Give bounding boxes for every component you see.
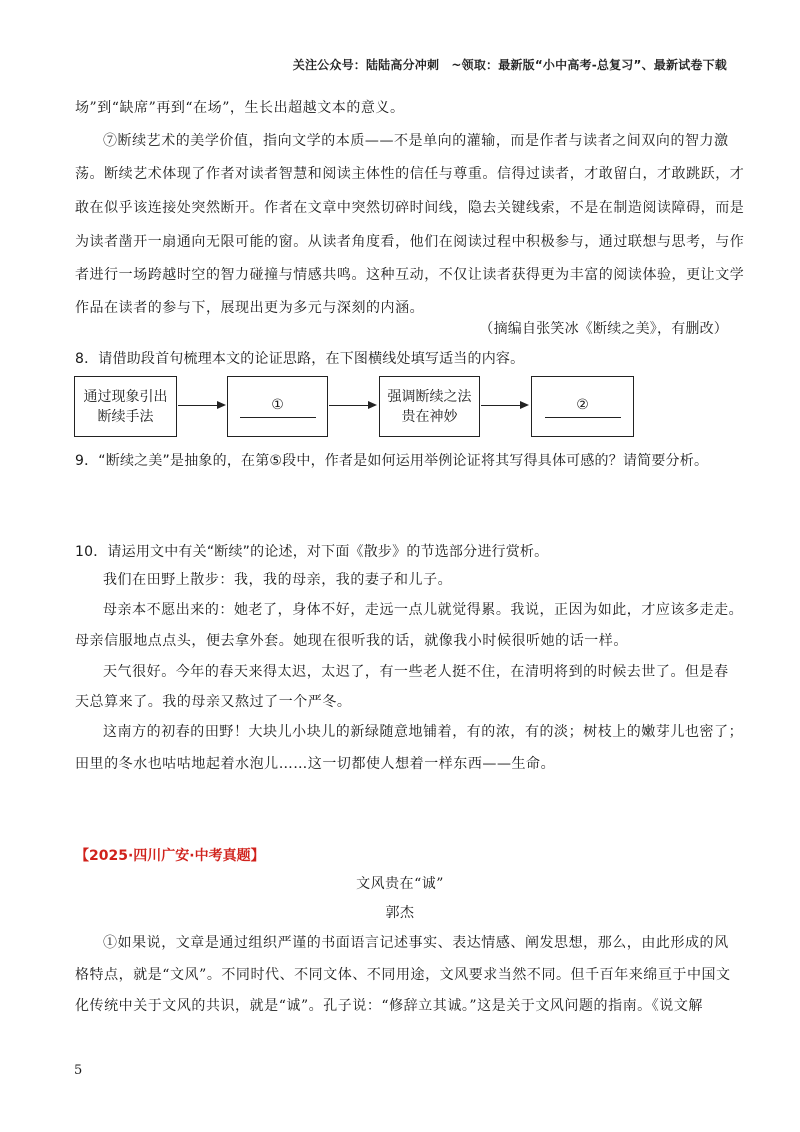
flow-arrow xyxy=(329,405,375,406)
passage-source: （摘编自张笑冰《断续之美》，有删改） xyxy=(479,321,728,337)
answer-line-2[interactable] xyxy=(545,417,621,418)
excerpt-line: 我们在田野上散步：我，我的母亲，我的妻子和儿子。 xyxy=(103,572,453,588)
page-number: 5 xyxy=(74,1063,83,1078)
excerpt-line: 天总算来了。我的母亲又熬过了一个严冬。 xyxy=(75,694,352,710)
flow-arrow xyxy=(481,405,527,406)
article-author: 郭杰 xyxy=(385,905,415,921)
blank-number-2: ② xyxy=(576,397,589,413)
article-line: 格特点，就是“文风”。不同时代、不同文体、不同用途，文风要求当然不同。但千百年来绵亘于中国文 xyxy=(75,967,731,983)
passage-line: ⑦断续艺术的美学价值，指向文学的本质——不是单向的灌输，而是作者与读者之间双向的智力激 xyxy=(103,133,729,149)
passage-line: 作品在读者的参与下，展现出更为多元与深刻的内涵。 xyxy=(75,300,425,316)
flow-box-1-line: 断续手法 xyxy=(97,408,154,425)
page-header: 关注公众号：陆陆高分冲刺 ~领取：最新版“小中高考-总复习”、最新试卷下载 xyxy=(292,58,727,72)
article-line: ①如果说，文章是通过组织严谨的书面语言记述事实、表达情感、阐发思想，那么，由此形成的风 xyxy=(103,935,729,951)
question-9: 9．“断续之美”是抽象的，在第⑤段中，作者是如何运用举例论证将其写得具体可感的？请简要分析。 xyxy=(75,453,709,469)
passage-line: 荡。断续艺术体现了作者对读者智慧和阅读主体性的信任与尊重。信得过读者，才敢留白，才敢跳跃，才 xyxy=(75,166,745,182)
flow-arrow xyxy=(178,405,224,406)
blank-number-1: ① xyxy=(271,397,284,413)
flow-blank-2 xyxy=(531,376,634,437)
passage-line: 者进行一场跨越时空的智力碰撞与情感共鸣。这种互动，不仅让读者获得更为丰富的阅读体验，更让文学 xyxy=(75,267,745,283)
excerpt-line: 母亲信服地点点头，便去拿外套。她现在很听我的话，就像我小时候很听她的话一样。 xyxy=(75,633,628,649)
article-line: 化传统中关于文风的共识，就是“诚”。孔子说：“修辞立其诚。”这是关于文风问题的指南。《说文解 xyxy=(75,998,703,1014)
passage-line: 场”到“缺席”再到“在场”，生长出超越文本的意义。 xyxy=(75,100,405,116)
flow-box-1-line: 通过现象引出 xyxy=(83,388,168,405)
article-title: 文风贵在“诚” xyxy=(356,876,444,892)
flow-box-3-line: 贵在神妙 xyxy=(401,408,458,425)
passage-line: 敢在似乎该连接处突然断开。作者在文章中突然切碎时间线，隐去关键线索，不是在制造阅读障碍，而是 xyxy=(75,200,745,216)
flow-box-3-line: 强调断续之法 xyxy=(387,388,472,405)
excerpt-line: 母亲本不愿出来的：她老了，身体不好，走远一点儿就觉得累。我说，正因为如此，才应该多走走。 xyxy=(103,602,744,618)
question-8: 8．请借助段首句梳理本文的论证思路，在下图横线处填写适当的内容。 xyxy=(75,351,525,367)
flow-box-3 xyxy=(379,376,480,437)
flow-blank-1 xyxy=(227,376,328,437)
exam-source-tag: 【2025·四川广安·中考真题】 xyxy=(75,848,265,864)
question-10: 10．请运用文中有关“断续”的论述，对下面《散步》的节选部分进行赏析。 xyxy=(75,544,549,560)
excerpt-line: 天气很好。今年的春天来得太迟，太迟了，有一些老人挺不住，在清明将到的时候去世了。但是春 xyxy=(103,664,729,680)
excerpt-line: 这南方的初春的田野！大块儿小块儿的新绿随意地铺着，有的浓，有的淡；树枝上的嫩芽儿也密了； xyxy=(103,724,744,740)
flow-box-1 xyxy=(74,376,177,437)
passage-line: 为读者凿开一扇通向无限可能的窗。从读者角度看，他们在阅读过程中积极参与，通过联想与思考，与作 xyxy=(75,234,745,250)
answer-line-1[interactable] xyxy=(240,417,316,418)
excerpt-line: 田里的冬水也咕咕地起着水泡儿……这一切都使人想着一样东西——生命。 xyxy=(75,756,556,772)
